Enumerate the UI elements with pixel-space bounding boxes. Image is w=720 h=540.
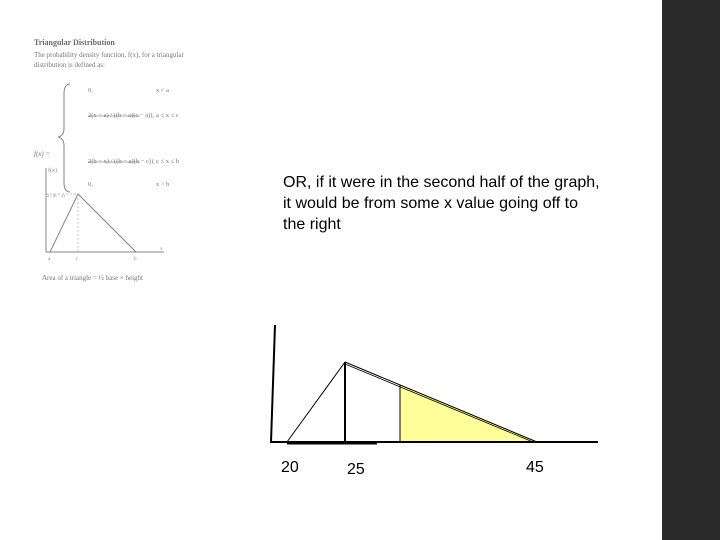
- piece-expr: 0,: [88, 87, 93, 94]
- slide-body-text: OR, if it were in the second half of the graph, it would be from some x value going off to the right: [283, 174, 600, 233]
- textbook-intro: The probability density function, f(x), for a triangular distribution is defined as:: [34, 51, 184, 69]
- mini-graph-ytick: 2 / (b − a): [47, 193, 65, 198]
- fx-label: f(x) =: [34, 150, 51, 158]
- triangle-distribution-graph: [262, 320, 602, 478]
- piece-cond: a ≤ x ≤ c: [156, 112, 179, 119]
- mini-graph-xtick: c: [76, 257, 79, 262]
- piece-cond: x < a: [156, 87, 170, 94]
- textbook-title: Triangular Distribution: [34, 38, 115, 47]
- piece-expr: 2(x − a) / ((b − a)(c − a)),: [88, 112, 155, 119]
- piece-cond: x > b: [156, 181, 170, 188]
- x-label-25: 25: [347, 461, 365, 478]
- mini-graph-ylabel: f(x): [48, 168, 57, 174]
- textbook-triangle-svg: [40, 164, 170, 264]
- piece-cond: c ≤ x ≤ b: [156, 158, 180, 165]
- piece-expr: 2(b − x) / ((b − a)(b − c)),: [88, 158, 155, 165]
- x-label-45: 45: [526, 459, 544, 476]
- textbook-triangle-graph: [40, 164, 170, 264]
- x-label-20: 20: [281, 459, 299, 476]
- area-formula: Area of a triangle = ½ base × height: [42, 274, 143, 282]
- mini-graph-xtick: a: [48, 257, 51, 262]
- right-sidebar-band: [662, 0, 720, 540]
- textbook-excerpt-image: [30, 34, 210, 296]
- y-axis: [271, 325, 275, 442]
- triangle-graph-svg: [262, 320, 602, 450]
- mini-graph-xtick: b: [134, 257, 137, 262]
- piece-expr: 0,: [88, 181, 93, 188]
- triangle-left-edge: [287, 362, 345, 442]
- mini-graph-xtick: x: [160, 247, 163, 252]
